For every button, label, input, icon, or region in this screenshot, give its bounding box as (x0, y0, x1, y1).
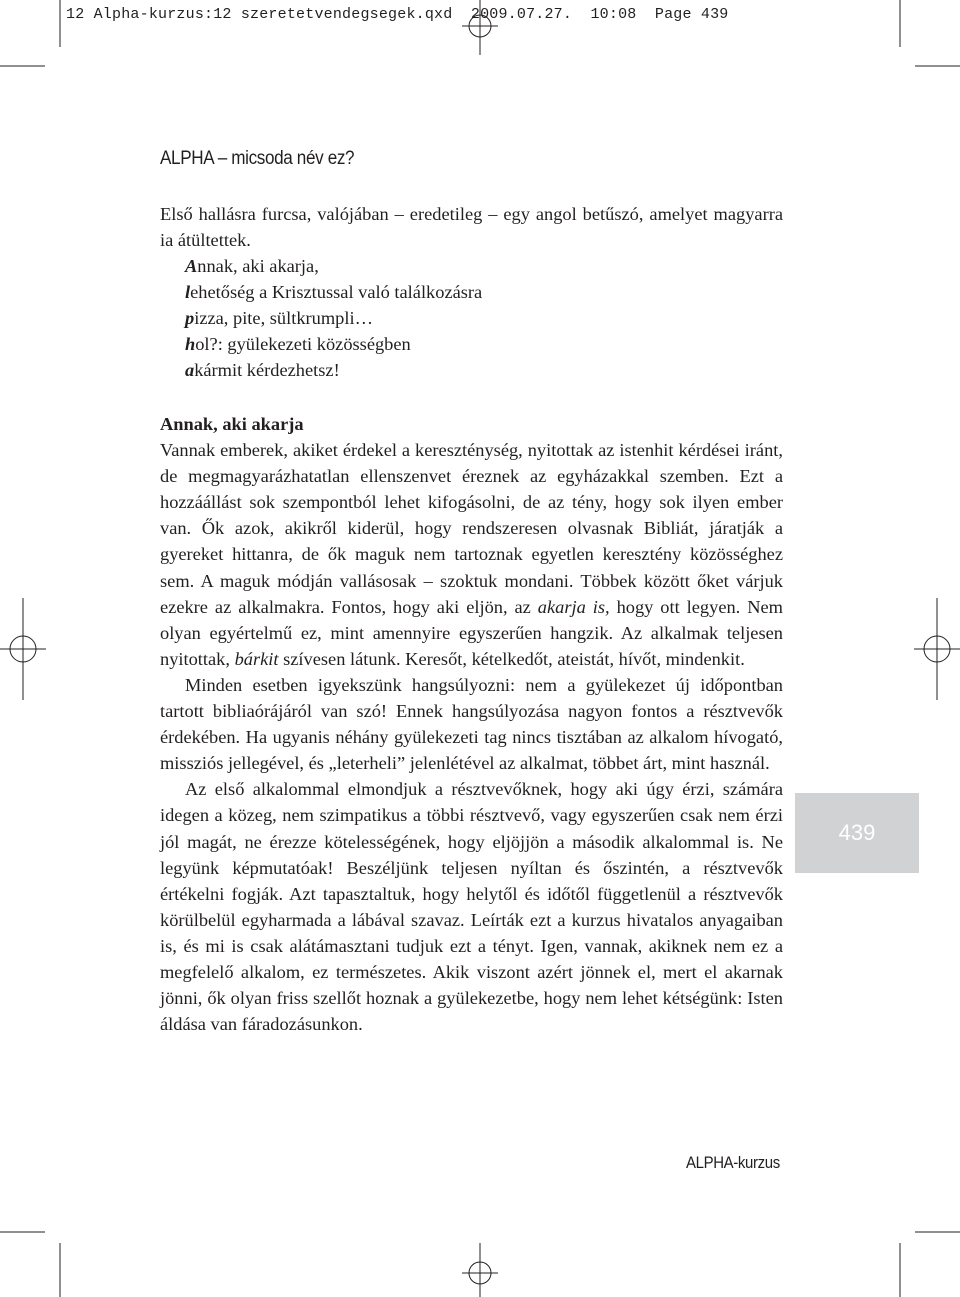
acronym-rest: ehetőség a Krisztussal való találkozásra (190, 282, 483, 303)
acronym-letter: h (185, 334, 196, 355)
page-title: ALPHA – micsoda név ez? (160, 148, 355, 169)
intro-paragraph (160, 201, 783, 253)
emphasis-text: akarja is, (537, 596, 610, 617)
section-paragraph-2: Minden esetben igyekszünk hangsúlyozni: nem a gyülekezet új időpontban tartott bibliaórájáról van szó! Ennek hangsúlyozása nagyon fontos a résztvevők érdekében. Ha ugyanis néhány gyülekezeti tag nincs tisztában az alkalom hívogató, missziós jellegével, és „leterheli” jelenlétével az alkalmat, többet árt, mint használ. (160, 674, 783, 774)
paragraph-text: szívesen látunk. Keresőt, kételkedőt, ateistát, hívőt, mindenkit. (278, 648, 745, 669)
paragraph-text: hogy ott legyen. Nem olyan egyértelmű ez, mint amennyire egyszerűen hangzik. Az alkalmak teljesen nyitottak, (160, 596, 783, 669)
acronym-rest: ol?: gyülekezeti közösségben (195, 334, 411, 355)
section-heading: Annak, aki akarja (160, 414, 304, 434)
acronym-rest: nnak, aki akarja, (197, 256, 319, 276)
print-slug-line: 12 Alpha-kurzus:12 szeretetvendegsegek.qxd 2009.07.27. 10:08 Page 439 (66, 6, 729, 23)
acronym-list (185, 253, 785, 383)
acronym-line (185, 279, 785, 305)
section-paragraph-3: Az első alkalommal elmondjuk a résztvevőknek, hogy aki úgy érzi, számára idegen a közeg, nem szimpatikus a többi résztvevő, vagy egyszerűen csak nem érzi jól magát, ne érezze kötelességének, hogy eljöjjön a második alkalommal is. Ne legyünk képmutatóak! Beszéljünk teljesen nyíltan és őszintén, a résztvevők értékelni fogják. Azt tapasztaltuk, hogy helytől és időtől függetlenül a résztvevők körülbelül egyharmada a lábával szavaz. Leírták ezt a kurzus hivatalos anyagaiban is, és mi is csak alátámasztani tudjuk ezt a tényt. Igen, vannak, akiknek nem ez a megfelelő alkalom, ez természetes. Akik viszont azért jönnek el, mert el akarnak jönni, ők olyan friss szellőt hoznak a gyülekezetbe, hogy nem lehet kétségünk: Isten áldása van fáradozásunkon. (160, 779, 783, 1035)
acronym-line (185, 357, 785, 383)
acronym-letter: l (185, 282, 191, 303)
running-footer: ALPHA-kurzus (686, 1153, 780, 1172)
page-number-badge: 439 (795, 793, 919, 873)
section-annak-aki-akarja (160, 411, 783, 1037)
acronym-letter: a (185, 360, 195, 381)
acronym-line (185, 331, 785, 357)
paragraph-text: Vannak emberek, akiket érdekel a kereszténység, nyitottak az istenhit kérdései iránt, de megmagyarázhatatlan ellenszenvet éreznek az egyházakkal szemben. Ezt a hozzáállást sok szempontból lehet kifogásolni, de az tény, hogy sok ilyen ember van. Ők azok, akikről kiderül, hogy rendszeresen olvasnak Bibliát, járatják a gyereket hittanra, de ők maguk nem tartoznak egyetlen keresztény közösséghez sem. A maguk módján vallásosak – szoktuk mondani. Többek között őket várjuk ezekre az alkalmakra. Fontos, hogy aki eljön, az (160, 440, 783, 617)
acronym-letter: p (185, 308, 195, 329)
intro-text: Első hallásra furcsa, valójában – eredetileg – egy angol betűszó, amelyet magyarra ia átültettek. (160, 204, 783, 251)
acronym-rest: kármit kérdezhetsz! (194, 360, 340, 381)
acronym-rest: izza, pite, sültkrumpli… (194, 308, 373, 329)
emphasis-text: bárkit (234, 648, 279, 669)
acronym-line (185, 253, 785, 279)
acronym-line (185, 305, 785, 331)
section-paragraph-1 (160, 437, 783, 672)
acronym-letter: A (185, 256, 198, 276)
